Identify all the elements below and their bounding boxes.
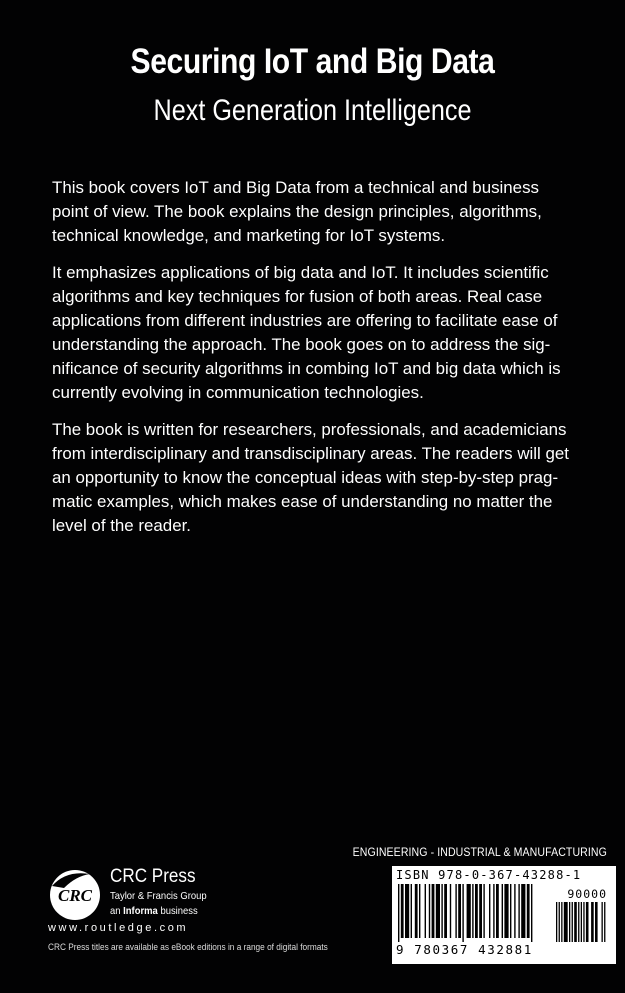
subject-category: ENGINEERING - INDUSTRIAL & MANUFACTURING xyxy=(352,845,607,859)
ean-number: 9 780367 432881 xyxy=(396,942,533,957)
isbn-barcode xyxy=(392,866,616,964)
description-paragraph: It emphasizes applications of big data and IoT. It includes scientific algorithms and key techniques for fusion of both areas. Real case applications from different industries are offering to facilitate ease of understanding the approach. The book goes on to address the sig- nificance of security algorithms in combing IoT and big data which is currently evolving in communication technologies. xyxy=(52,263,561,402)
logo-text: CRC xyxy=(57,886,93,905)
publisher-website[interactable]: www.routledge.com xyxy=(48,922,189,934)
description-paragraph: This book covers IoT and Big Data from a technical and business point of view. The book explains the design principles, algorithms, technical knowledge, and marketing for IoT systems. xyxy=(52,178,542,245)
book-title: Securing IoT and Big Data xyxy=(130,42,495,81)
book-description xyxy=(52,176,612,551)
publisher-name: CRC Press xyxy=(110,866,196,887)
book-subtitle: Next Generation Intelligence xyxy=(153,94,472,127)
tagline-suffix: business xyxy=(157,905,198,917)
ebook-note: CRC Press titles are available as eBook editions in a range of digital formats xyxy=(48,942,328,952)
tagline-prefix: an xyxy=(110,905,124,917)
tagline-brand: Informa xyxy=(123,905,158,917)
publisher-group: Taylor & Francis Group xyxy=(110,890,207,902)
publisher-tagline xyxy=(110,905,198,917)
barcode-addon: 90000 xyxy=(567,887,607,901)
description-paragraph: The book is written for researchers, professionals, and academicians from interdisciplinary and transdisciplinary areas. The readers will get an opportunity to know the conceptual ideas with step-by-step prag- matic examples, which makes ease of understanding no matter the level of the reader. xyxy=(52,420,569,535)
crc-press-logo-icon xyxy=(46,866,108,924)
isbn-label: ISBN 978-0-367-43288-1 xyxy=(396,868,582,882)
